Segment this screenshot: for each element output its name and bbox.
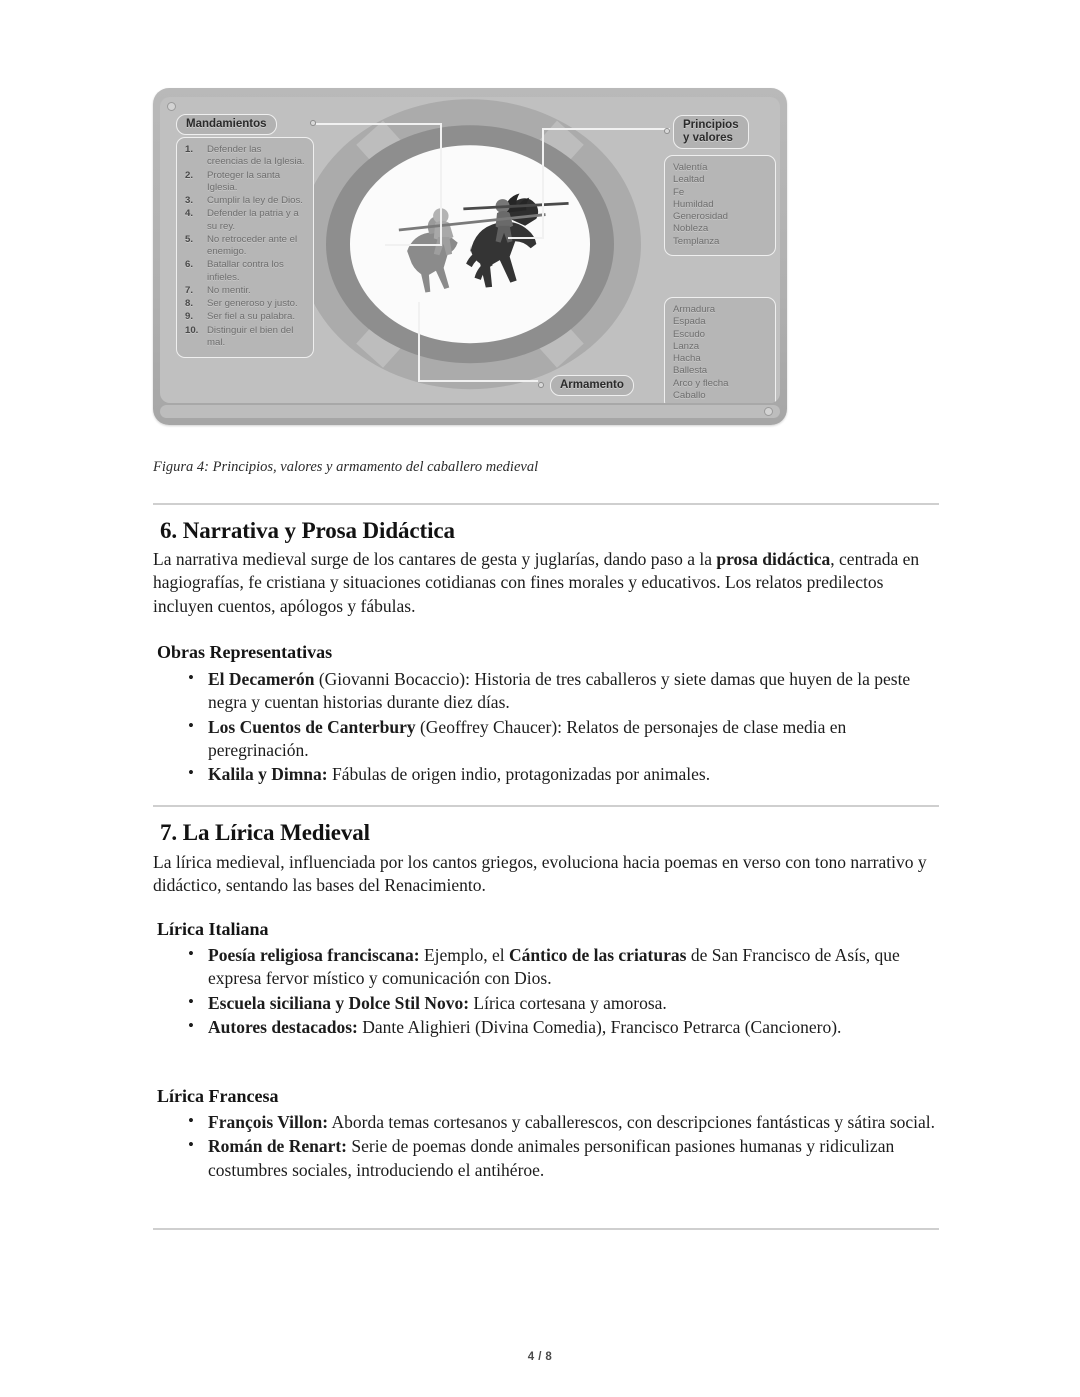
mandamiento-item xyxy=(185,325,305,350)
armamento-item: Hacha xyxy=(673,353,701,365)
list-item: • Román de Renart: Serie de poemas donde animales personifican pasiones humanas y ridiculizan costumbres sociales, introduciendo el antihéroe. xyxy=(208,1135,935,1182)
armamento-item: Lanza xyxy=(673,340,700,352)
mandamiento-item xyxy=(185,208,305,233)
section-heading-7: 7. La Lírica Medieval xyxy=(160,820,370,845)
mandamiento-text: Ser fiel a su palabra. xyxy=(207,311,295,323)
page-number-indicator: 4 / 8 xyxy=(527,1351,553,1363)
figure-inner-panel xyxy=(160,97,780,403)
figure-4-diagram xyxy=(153,88,787,425)
connector-principios-horizontal xyxy=(542,128,670,130)
mandamiento-number: 2. xyxy=(185,169,194,181)
mandamiento-item xyxy=(185,311,305,323)
callout-label-principios-y-valores xyxy=(673,115,749,149)
mandamiento-item xyxy=(185,234,305,259)
callout-label-mandamientos xyxy=(176,114,277,135)
callout-label-armamento xyxy=(550,375,634,396)
principio-item: Generosidad xyxy=(673,211,728,223)
principio-item: Fe xyxy=(673,186,685,198)
mandamiento-text: Ser generoso y justo. xyxy=(207,298,298,310)
list-item: • Escuela siciliana y Dolce Stil Novo: Lírica cortesana y amorosa. xyxy=(208,992,935,1015)
mandamientos-list-box xyxy=(176,137,314,358)
mandamiento-number: 7. xyxy=(185,284,194,296)
mandamientos-label-text: Mandamientos xyxy=(186,118,267,130)
principios-list-box xyxy=(664,155,776,256)
mandamiento-item xyxy=(185,285,305,297)
figure-caption: Figura 4: Principios, valores y armamento del caballero medieval xyxy=(153,459,539,475)
obras-representativas-list xyxy=(180,668,935,787)
armamento-item: Ballesta xyxy=(673,365,708,377)
connector-mandamientos-vertical xyxy=(440,123,442,245)
armamento-item: Armadura xyxy=(673,304,716,315)
mandamiento-number: 6. xyxy=(185,259,194,271)
connector-dot-armamento xyxy=(538,382,544,388)
principio-item: Humildad xyxy=(673,198,714,210)
connector-dot-mandamientos xyxy=(310,120,316,126)
mandamiento-item xyxy=(185,170,305,195)
principio-item: Valentía xyxy=(673,162,708,173)
figure-bottom-bar xyxy=(160,405,780,418)
armamento-item: Arco y flecha xyxy=(673,377,729,389)
mandamiento-number: 4. xyxy=(185,208,194,220)
mandamiento-text: Batallar contra los infieles. xyxy=(207,259,284,283)
knight-emblem xyxy=(299,99,641,389)
armamento-list-box xyxy=(664,297,776,403)
list-item: • El Decamerón (Giovanni Bocaccio): Historia de tres caballeros y siete damas que huyen de la peste negra y cuentan historias durante diez días. xyxy=(208,668,935,715)
armamento-item: Escudo xyxy=(673,328,705,340)
mandamiento-item xyxy=(185,195,305,207)
frame-screw-top-left-icon xyxy=(167,102,176,111)
subheading-lirica-italiana: Lírica Italiana xyxy=(157,919,269,939)
section-divider-3 xyxy=(153,1228,939,1230)
section-divider-2 xyxy=(153,805,939,807)
lirica-italiana-list xyxy=(180,944,935,1040)
mandamiento-text: Defender las creencias de la Iglesia. xyxy=(207,144,305,168)
mandamiento-number: 5. xyxy=(185,233,194,245)
mandamiento-text: No retroceder ante el enemigo. xyxy=(207,233,298,258)
section-heading-6: 6. Narrativa y Prosa Didáctica xyxy=(160,518,455,543)
list-item: • Autores destacados: Dante Alighieri (Divina Comedia), Francisco Petrarca (Cancionero). xyxy=(208,1016,935,1039)
section-divider-1 xyxy=(153,503,939,505)
armamento-label-text: Armamento xyxy=(560,379,624,391)
mandamiento-text: Distinguir el bien del mal. xyxy=(207,324,294,348)
connector-armamento-vertical xyxy=(418,302,420,382)
list-item: • François Villon: Aborda temas cortesanos y caballerescos, con descripciones fantásticas y sátira social. xyxy=(208,1111,935,1134)
mandamiento-number: 8. xyxy=(185,298,194,310)
connector-mandamientos-horizontal xyxy=(316,123,442,125)
mandamiento-text: Proteger la santa Iglesia. xyxy=(207,169,281,193)
mandamiento-text: No mentir. xyxy=(207,284,251,296)
mandamiento-number: 10. xyxy=(185,324,199,336)
mandamiento-item xyxy=(185,259,305,284)
frame-screw-bottom-right-icon xyxy=(764,407,773,416)
lirica-francesa-list xyxy=(180,1111,935,1183)
list-item: • Los Cuentos de Canterbury (Geoffrey Chaucer): Relatos de personajes de clase media en peregrinación. xyxy=(208,716,935,763)
connector-principios-to-emblem xyxy=(508,237,544,239)
principios-label-text: Principios y valores xyxy=(683,119,739,145)
armamento-item: Caballo xyxy=(673,389,706,401)
principios-list xyxy=(673,162,767,248)
subheading-lirica-francesa: Lírica Francesa xyxy=(157,1086,279,1106)
subheading-obras-representativas: Obras Representativas xyxy=(157,642,333,662)
connector-armamento-horizontal xyxy=(418,380,538,382)
list-item: • Poesía religiosa franciscana: Ejemplo, el Cántico de las criaturas de San Francisco de Asís, que expresa fervor místico y comunicación con Dios. xyxy=(208,944,935,991)
mandamiento-text: Cumplir la ley de Dios. xyxy=(207,195,303,207)
mandamiento-number: 9. xyxy=(185,311,194,323)
mandamientos-list xyxy=(185,144,305,349)
mandamiento-item xyxy=(185,298,305,310)
mandamiento-item xyxy=(185,144,305,169)
principio-item: Nobleza xyxy=(673,223,709,235)
connector-mandamientos-to-emblem xyxy=(385,244,442,246)
mandamiento-text: Defender la patria y a su rey. xyxy=(207,208,299,232)
armamento-item: Espada xyxy=(673,316,706,328)
mandamiento-number: 3. xyxy=(185,195,194,207)
mandamiento-number: 1. xyxy=(185,144,194,155)
principio-item: Lealtad xyxy=(673,174,705,186)
connector-principios-vertical xyxy=(542,128,544,238)
principio-item: Templanza xyxy=(673,235,720,247)
connector-dot-principios xyxy=(664,128,670,134)
section-6-paragraph: La narrativa medieval surge de los cantares de gesta y juglarías, dando paso a la prosa didáctica, centrada en hagiografías, fe cristiana y situaciones cotidianas con fines morales y educativos. Los relatos predilectos incluyen cuentos, apólogos y fábulas. xyxy=(153,549,920,616)
section-7-paragraph: La lírica medieval, influenciada por los cantos griegos, evoluciona hacia poemas en verso con tono narrativo y didáctico, sentando las bases del Renacimiento. xyxy=(153,852,927,896)
list-item: • Kalila y Dimna: Fábulas de origen indio, protagonizadas por animales. xyxy=(208,763,935,786)
armamento-list xyxy=(673,304,767,402)
